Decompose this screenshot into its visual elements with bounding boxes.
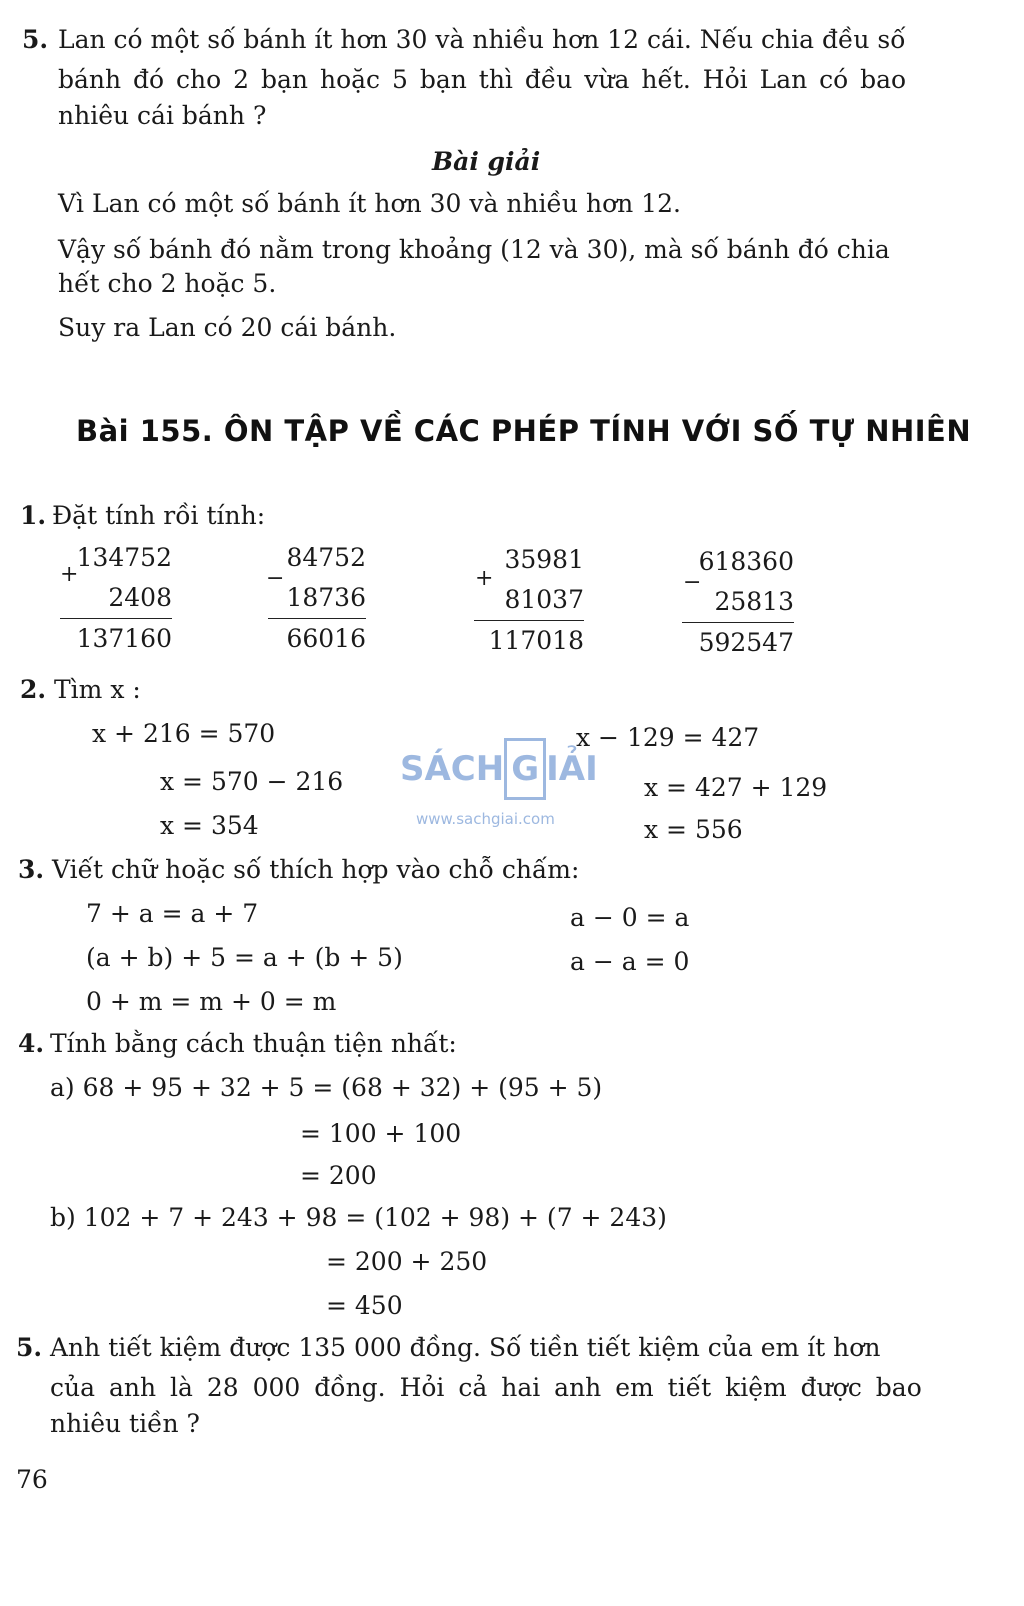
operand: 134752	[76, 543, 172, 572]
exercise-prompt: Viết chữ hoặc số thích hợp vào chỗ chấm:	[52, 855, 580, 884]
solution-line: Suy ra Lan có 20 cái bánh.	[58, 313, 397, 342]
operand: 2408	[108, 583, 172, 612]
exercise-prompt: Tìm x :	[54, 675, 141, 704]
exercise-number: 5.	[16, 1333, 43, 1362]
exercise-number: 4.	[18, 1029, 45, 1058]
minus-sign: −	[266, 566, 285, 591]
watermark-text: SÁCH	[400, 749, 505, 789]
result: 137160	[60, 618, 172, 659]
operand: 35981	[504, 545, 584, 574]
equation-line: = 450	[326, 1291, 403, 1320]
equation-line: x = 427 + 129	[644, 773, 828, 802]
column-operation	[268, 538, 366, 659]
equation-line: x = 354	[160, 811, 259, 840]
operand: 618360	[698, 547, 794, 576]
equation-line: (a + b) + 5 = a + (b + 5)	[86, 943, 403, 972]
solution-line: Vậy số bánh đó nằm trong khoảng (12 và 30), mà số bánh đó chia	[58, 235, 890, 264]
equation-line: x − 129 = 427	[576, 723, 760, 752]
equation-line: a) 68 + 95 + 32 + 5 = (68 + 32) + (95 + 5)	[50, 1073, 603, 1102]
exercise-number: 1.	[20, 501, 47, 530]
column-operation	[60, 538, 172, 659]
equation-line: a − a = 0	[570, 947, 690, 976]
equation-line: = 200	[300, 1161, 377, 1190]
column-operation	[682, 542, 794, 663]
problem-number: 5.	[22, 25, 49, 54]
problem-text-line: nhiêu cái bánh ?	[58, 101, 267, 130]
equation-line: x + 216 = 570	[92, 719, 276, 748]
lesson-title: Bài 155. ÔN TẬP VỀ CÁC PHÉP TÍNH VỚI SỐ TỰ NHIÊN	[76, 414, 972, 448]
watermark-text: G	[504, 738, 546, 800]
operand: 25813	[714, 587, 794, 616]
plus-sign: +	[60, 562, 79, 587]
page-number: 76	[16, 1465, 48, 1494]
solution-title: Bài giải	[432, 147, 541, 176]
equation-line: a − 0 = a	[570, 903, 690, 932]
solution-line: Vì Lan có một số bánh ít hơn 30 và nhiều hơn 12.	[58, 189, 681, 218]
equation-line: b) 102 + 7 + 243 + 98 = (102 + 98) + (7 + 243)	[50, 1203, 667, 1232]
solution-line: hết cho 2 hoặc 5.	[58, 269, 277, 298]
problem-text-line: nhiêu tiền ?	[50, 1409, 200, 1438]
watermark-text: IẢI	[546, 749, 598, 789]
exercise-number: 2.	[20, 675, 47, 704]
watermark-url: www.sachgiai.com	[416, 810, 555, 828]
watermark-logo	[400, 738, 598, 800]
operand: 84752	[286, 543, 366, 572]
problem-text-line: Lan có một số bánh ít hơn 30 và nhiều hơn 12 cái. Nếu chia đều số	[58, 25, 906, 54]
operand: 81037	[504, 585, 584, 614]
equation-line: x = 570 − 216	[160, 767, 344, 796]
equation-line: = 200 + 250	[326, 1247, 488, 1276]
result: 66016	[268, 618, 366, 659]
problem-text-line: bánh đó cho 2 bạn hoặc 5 bạn thì đều vừa hết. Hỏi Lan có bao	[58, 65, 907, 94]
operand: 18736	[286, 583, 366, 612]
problem-text-line: Anh tiết kiệm được 135 000 đồng. Số tiền tiết kiệm của em ít hơn	[50, 1333, 881, 1362]
exercise-prompt: Tính bằng cách thuận tiện nhất:	[50, 1029, 457, 1058]
equation-line: 7 + a = a + 7	[86, 899, 259, 928]
column-operation	[474, 540, 584, 661]
exercise-prompt: Đặt tính rồi tính:	[52, 501, 266, 530]
minus-sign: −	[683, 570, 702, 595]
exercise-number: 3.	[18, 855, 45, 884]
equation-line: = 100 + 100	[300, 1119, 462, 1148]
result: 592547	[682, 622, 794, 663]
result: 117018	[474, 620, 584, 661]
equation-line: x = 556	[644, 815, 743, 844]
equation-line: 0 + m = m + 0 = m	[86, 987, 337, 1016]
plus-sign: +	[475, 566, 494, 591]
problem-text-line: của anh là 28 000 đồng. Hỏi cả hai anh em tiết kiệm được bao	[50, 1373, 922, 1402]
